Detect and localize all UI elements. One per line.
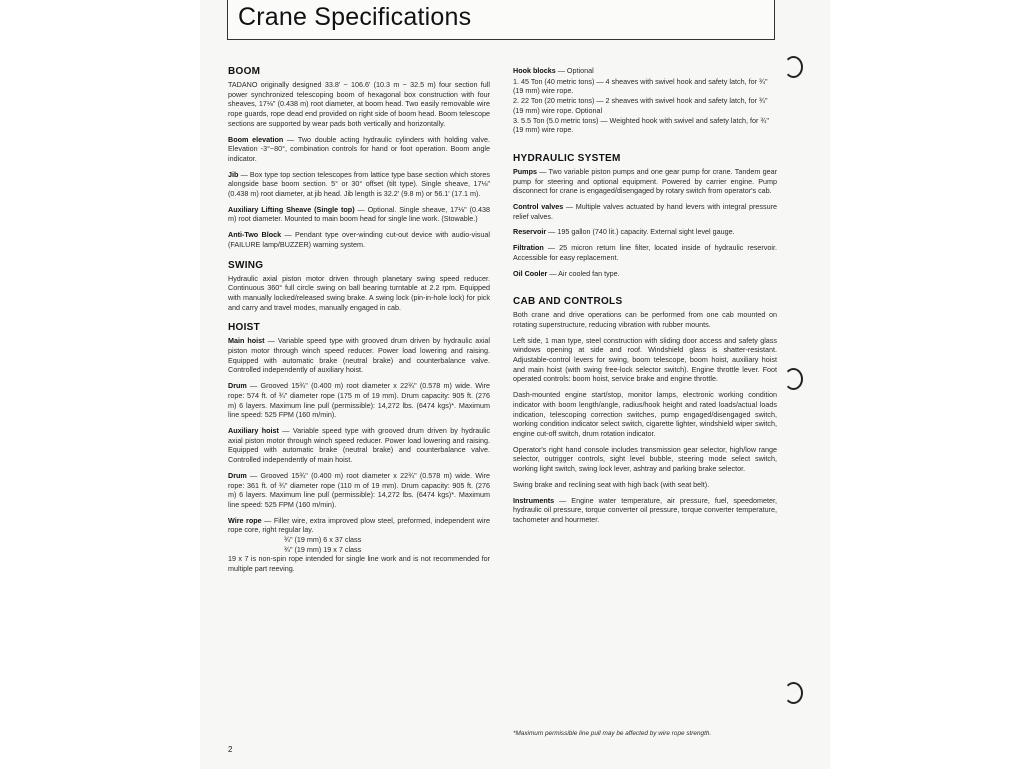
footnote: *Maximum permissible line pull may be affected by wire rope strength. <box>513 730 712 737</box>
drum-main-paragraph <box>228 381 490 420</box>
hydraulic-heading: HYDRAULIC SYSTEM <box>513 152 621 164</box>
drum-aux-label: Drum <box>228 470 247 480</box>
page-title: Crane Specifications <box>238 3 472 31</box>
instruments-paragraph <box>513 496 777 525</box>
cab-paragraph-4: Operator's right hand console includes transmission gear selector, high/low range selector, outrigger controls, sight level bubble, steering mode select switch, working light switch, swing lock lever, ashtray and parking brake selector. <box>513 444 777 474</box>
main-hoist-label: Main hoist <box>228 336 265 346</box>
instruments-label: Instruments <box>513 495 555 505</box>
cab-heading: CAB AND CONTROLS <box>513 296 623 308</box>
control-valves-text: — Multiple valves actuated by hand levers with integral pressure relief valves. <box>513 202 777 221</box>
jib-label: Jib <box>228 169 239 179</box>
jib-text: — Box type top section telescopes from lattice type base section which stores alongside base boom section. 5° or 30° offset (tilt type). Single sheave, 17⅛" (0.438 m) root diameter, at jib head. Jib length is 32.2' (9.8 m) or 56.1' (17.1 m). <box>228 169 490 199</box>
reservoir-paragraph <box>513 227 777 237</box>
jib-paragraph <box>228 170 490 199</box>
swing-text: Hydraulic axial piston motor driven through planetary swing speed reducer. Continuous 360° full circle swing on ball bearing turntable at 2.2 rpm. Equipped with manually locked/released swing brake. A swing lock (pin-in-hole lock) for pick and carry and travel modes, manually engaged in cab. <box>228 273 490 312</box>
list-item: 3. 5.5 Ton (5.0 metric tons) — Weighted hook with swivel and safety latch, for ¾" (19 mm) wire rope. <box>513 115 769 135</box>
boom-section <box>228 66 490 250</box>
hoist-heading: HOIST <box>228 322 261 334</box>
wire-rope-paragraph <box>228 516 490 535</box>
pumps-paragraph <box>513 167 777 196</box>
hoist-section <box>228 322 490 573</box>
reservoir-label: Reservoir <box>513 227 547 237</box>
hook-blocks-list <box>513 77 777 135</box>
boom-elevation-label: Boom elevation <box>228 134 284 144</box>
cab-paragraph-1: Both crane and drive operations can be performed from one cab mounted on rotating superstructure, reducing vibration with rubber mounts. <box>513 310 777 329</box>
reservoir-text: — 195 gallon (740 lit.) capacity. External sight level gauge. <box>546 227 735 237</box>
oil-cooler-label: Oil Cooler <box>513 268 548 278</box>
drum-main-text: — Grooved 15¾" (0.400 m) root diameter x 22¾" (0.578 m) wide. Wire rope: 574 ft. of ¾" diameter rope (175 m of 19 mm). Drum capacity: 905 ft. (276 m) 6 layers. Maximum line pull (permissible): 14,272 lbs. (6474 kgs)*. Maximum line speed: 525 FPM (160 m/min). <box>228 381 490 420</box>
binder-hole-icon <box>784 682 803 704</box>
cab-paragraph-3: Dash-mounted engine start/stop, monitor lamps, electronic working condition indicator with boom length/angle, radius/hook height and rated loads/actual loads indication, telescoping correction switches, pump engaged/disengaged switch, working condition indicator select switch, cigarette lighter, windshield wiper switch, engine cut-off switch, drum rotation indicator. <box>513 390 777 438</box>
pumps-text: — Two variable piston pumps and one gear pump for crane. Tandem gear pump for steering and optional equipment. Powered by carrier engine. Pump disconnect for crane is engaged/disengaged by rotary switch from operator's cab. <box>513 166 777 196</box>
drum-aux-paragraph <box>228 471 490 510</box>
list-item: 2. 22 Ton (20 metric tons) — 2 sheaves with swivel hook and safety latch, for ¾" (19 mm) wire rope. Optional <box>513 96 768 115</box>
cab-paragraph-2: Left side, 1 man type, steel construction with sliding door access and safety glass windows opening at side and roof. Windshield glass is shatter-resistant. Adjustable-control levers for swing, boom telescope, boom hoist, auxiliary hoist and main hoist (with swing free-lock selector switch). Engine throttle lever. Foot operated controls: boom hoist, service brake and engine throttle. <box>513 335 777 384</box>
hook-blocks-section <box>513 66 777 135</box>
aux-hoist-text: — Variable speed type with grooved drum driven by hydraulic axial piston motor through winch speed reducer. Power load lowering and raising. Equipped with automatic brake (neutral brake) and counterbalance valve. Controlled independently of main hoist. <box>228 425 490 465</box>
control-valves-paragraph <box>513 202 777 221</box>
drum-main-label: Drum <box>228 381 247 391</box>
boom-heading: BOOM <box>228 66 261 77</box>
anti-two-block-text: — Pendant type over-winding cut-out device with audio-visual (FAILURE lamp/BUZZER) warning system. <box>228 230 490 249</box>
wire-rope-label: Wire rope <box>228 515 262 525</box>
anti-two-block-paragraph <box>228 230 490 249</box>
main-hoist-text: — Variable speed type with grooved drum driven by hydraulic axial piston motor through winch speed reducer. Power load lowering and raising. Equipped with automatic brake (neutral brake) and counterbalance valve. Controlled independently of auxiliary hoist. <box>228 336 490 375</box>
boom-elevation-paragraph <box>228 135 490 164</box>
control-valves-label: Control valves <box>513 202 564 212</box>
swing-section <box>228 260 490 313</box>
hook-blocks-label: Hook blocks <box>513 66 556 75</box>
boom-intro: TADANO originally designed 33.8' ~ 106.6' (10.3 m ~ 32.5 m) four section full power synchronized telescoping boom of hexagonal box construction with four sheaves, 17⅛" (0.438 m) root diameter, at boom head. Two easily removable wire rope guards, rope dead end provided on right side of boom head. Boom telescope sections are supported by wear pads both vertically and horizontally. <box>228 80 490 128</box>
right-column <box>513 66 777 535</box>
drum-aux-text: — Grooved 15¾" (0.400 m) root diameter x 22¾" (0.578 m) wide. Wire rope: 361 ft. of ¾" diameter rope (110 m of 19 mm). Drum capacity: 905 ft. (276 m) 6 layers. Maximum line pull (permissible): 14,272 lbs. (6474 kgs)*. Maximum line speed: 525 FPM (160 m/min). <box>228 470 490 509</box>
aux-hoist-paragraph <box>228 426 490 465</box>
wire-rope-row: ¾" (19 mm) 6 x 37 class <box>284 535 362 545</box>
wire-rope-row: ¾" (19 mm) 19 x 7 class <box>284 544 362 554</box>
binder-hole-icon <box>784 56 803 78</box>
left-column <box>228 66 490 584</box>
aux-sheave-paragraph <box>228 205 490 224</box>
cab-paragraph-5: Swing brake and reclining seat with high back (with seat belt). <box>513 479 710 489</box>
instruments-text: — Engine water temperature, air pressure, fuel, speedometer, hydraulic oil pressure, torque converter oil pressure, torque converter temperature, tachometer and hourmeter. <box>513 495 777 524</box>
oil-cooler-text: — Air cooled fan type. <box>547 268 620 278</box>
hydraulic-section <box>513 153 777 278</box>
wire-rope-table <box>284 535 490 554</box>
aux-hoist-label: Auxiliary hoist <box>228 425 279 435</box>
boom-elevation-text: — Two double acting hydraulic cylinders with holding valve. Elevation -3°~80°, combination controls for hand or foot operation. Boom angle indicator. <box>228 134 490 163</box>
main-hoist-paragraph <box>228 336 490 375</box>
anti-two-block-label: Anti-Two Block <box>228 230 282 240</box>
cab-section <box>513 296 777 524</box>
hook-blocks-text: — Optional <box>555 66 594 75</box>
filtration-label: Filtration <box>513 243 544 253</box>
hook-blocks-paragraph <box>513 66 777 76</box>
page-number: 2 <box>228 745 233 754</box>
binder-hole-icon <box>784 368 803 390</box>
wire-rope-note: 19 x 7 is non-spin rope intended for single line work and is not recommended for multiple part reeving. <box>228 554 490 574</box>
filtration-paragraph <box>513 243 777 262</box>
aux-sheave-text: — Optional. Single sheave, 17⅛" (0.438 m) root diameter. Mounted to main boom head for single line work. (Stowable.) <box>228 204 490 224</box>
wire-rope-text: — Filler wire, extra improved plow steel, preformed, independent wire rope core, right regular lay. <box>228 515 490 535</box>
list-item: 1. 45 Ton (40 metric tons) — 4 sheaves with swivel hook and safety latch, for ¾" (19 mm) wire rope. <box>513 76 768 96</box>
pumps-label: Pumps <box>513 166 537 176</box>
title-box <box>227 0 775 40</box>
filtration-text: — 25 micron return line filter, located inside of hydraulic reservoir. Accessible for easy replacement. <box>513 243 777 262</box>
oil-cooler-paragraph <box>513 269 777 279</box>
aux-sheave-label: Auxiliary Lifting Sheave (Single top) <box>228 204 355 214</box>
swing-heading: SWING <box>228 259 264 271</box>
